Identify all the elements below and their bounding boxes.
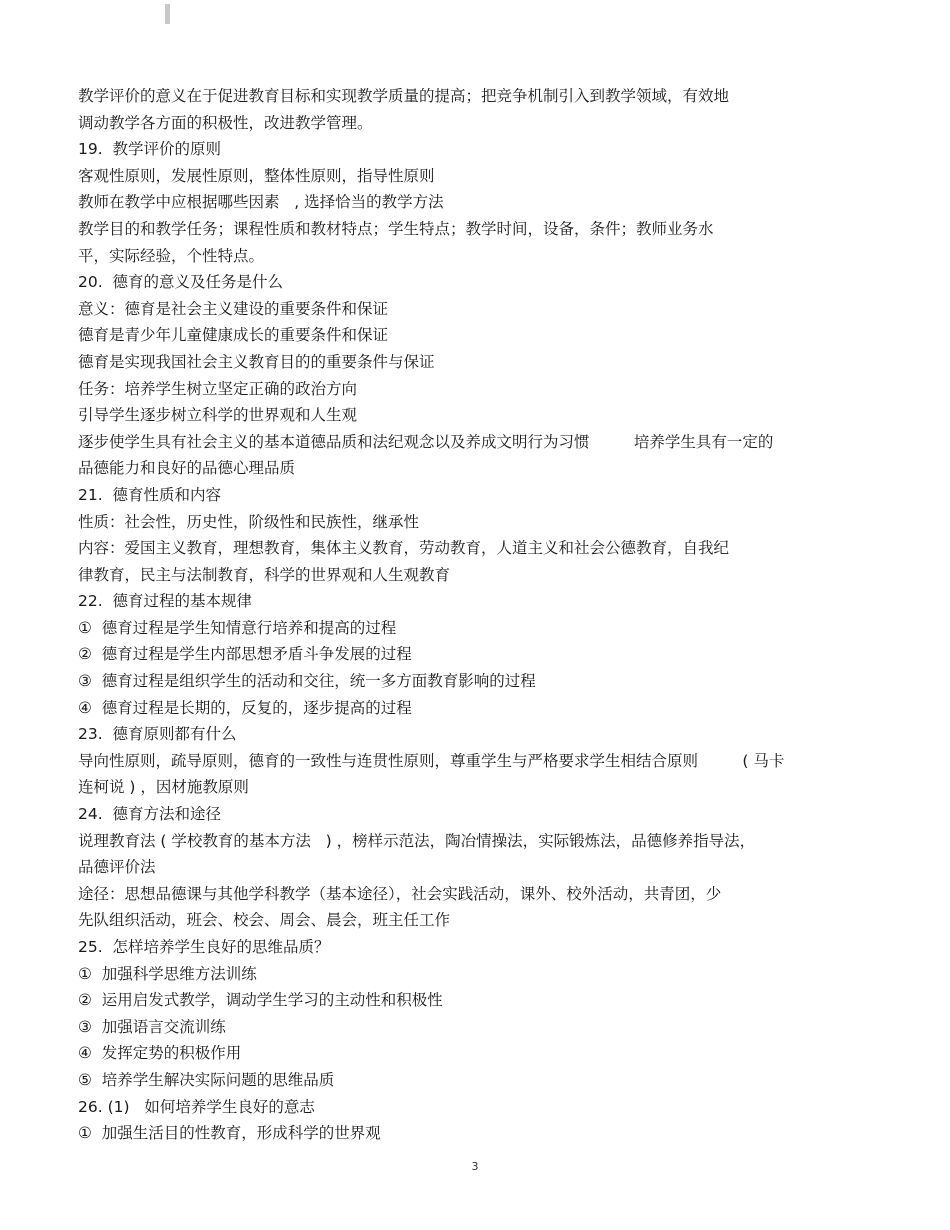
text-line: 调动教学各方面的积极性，改进教学管理。 [78, 113, 373, 132]
text-line: 导向性原则，疏导原则，德育的一致性与连贯性原则，尊重学生与严格要求学生相结合原则 ( 马卡 [78, 751, 785, 770]
text-line: ② 运用启发式教学，调动学生学习的主动性和积极性 [78, 991, 443, 1010]
text-line: 23. 德育原则都有什么 [78, 725, 237, 744]
text-line: ④ 德育过程是长期的，反复的，逐步提高的过程 [78, 698, 412, 717]
text-line: 教学目的和教学任务；课程性质和教材特点；学生特点；教学时间，设备，条件；教师业务水 [78, 219, 714, 238]
text-line: 品德能力和良好的品德心理品质 [78, 459, 296, 478]
text-line: ④ 发挥定势的积极作用 [78, 1044, 242, 1063]
text-line: 先队组织活动，班会、校会、周会、晨会，班主任工作 [78, 911, 451, 930]
text-line: 品德评价法 [78, 858, 156, 877]
text-line: ① 德育过程是学生知情意行培养和提高的过程 [78, 618, 397, 637]
text-line: 25. 怎样培养学生良好的思维品质？ [78, 938, 330, 956]
text-line: ① 加强科学思维方法训练 [78, 964, 257, 983]
text-line: 意义：德育是社会主义建设的重要条件和保证 [78, 299, 389, 318]
text-line: 任务：培养学生树立坚定正确的政治方向 [78, 379, 358, 398]
text-line: 22. 德育过程的基本规律 [78, 592, 253, 611]
text-line: ③ 德育过程是组织学生的活动和交往，统一多方面教育影响的过程 [78, 672, 536, 691]
text-line: 引导学生逐步树立科学的世界观和人生观 [78, 406, 358, 425]
text-line: 内容：爱国主义教育，理想教育，集体主义教育，劳动教育，人道主义和社会公德教育，自我纪 [78, 539, 730, 558]
text-line: ⑤ 培养学生解决实际问题的思维品质 [78, 1070, 335, 1089]
text-line: 教学评价的意义在于促进教育目标和实现教学质量的提高；把竞争机制引入到教学领域，有效地 [78, 87, 730, 105]
text-line: ① 加强生活目的性教育，形成科学的世界观 [78, 1124, 381, 1143]
text-line: 性质：社会性，历史性，阶级性和民族性，继承性 [78, 512, 420, 531]
text-line: 19. 教学评价的原则 [78, 140, 222, 159]
text-line: 24. 德育方法和途径 [78, 805, 222, 824]
text-line: 平，实际经验，个性特点。 [78, 246, 265, 265]
text-line: 客观性原则，发展性原则，整体性原则，指导性原则 [78, 166, 435, 185]
text-line: ③ 加强语言交流训练 [78, 1017, 226, 1036]
text-line: 连柯说 ) ，因材施教原则 [78, 778, 249, 797]
document-body [78, 83, 878, 1147]
text-line: 26. (1) 如何培养学生良好的意志 [78, 1097, 315, 1116]
text-line: 20. 德育的意义及任务是什么 [78, 273, 284, 292]
text-line: 教师在教学中应根据哪些因素 , 选择恰当的教学方法 [78, 193, 444, 212]
text-line: 逐步使学生具有社会主义的基本道德品质和法纪观念以及养成文明行为习惯 培养学生具有一定的 [78, 432, 774, 451]
text-line: 21. 德育性质和内容 [78, 485, 222, 504]
text-line: 说理教育法 ( 学校教育的基本方法 ) ，榜样示范法，陶冶情操法，实际锻炼法，品德修养指导法， [78, 831, 756, 850]
text-line: 律教育，民主与法制教育，科学的世界观和人生观教育 [78, 565, 451, 584]
text-line: 德育是青少年儿童健康成长的重要条件和保证 [78, 326, 389, 345]
text-line: 德育是实现我国社会主义教育目的的重要条件与保证 [78, 352, 435, 371]
text-line: ② 德育过程是学生内部思想矛盾斗争发展的过程 [78, 645, 412, 664]
page-number: 3 [471, 1160, 479, 1173]
top-edge-mark [165, 4, 170, 24]
text-line: 途径：思想品德课与其他学科教学（基本途径），社会实践活动，课外、校外活动，共青团，少 [78, 884, 722, 903]
